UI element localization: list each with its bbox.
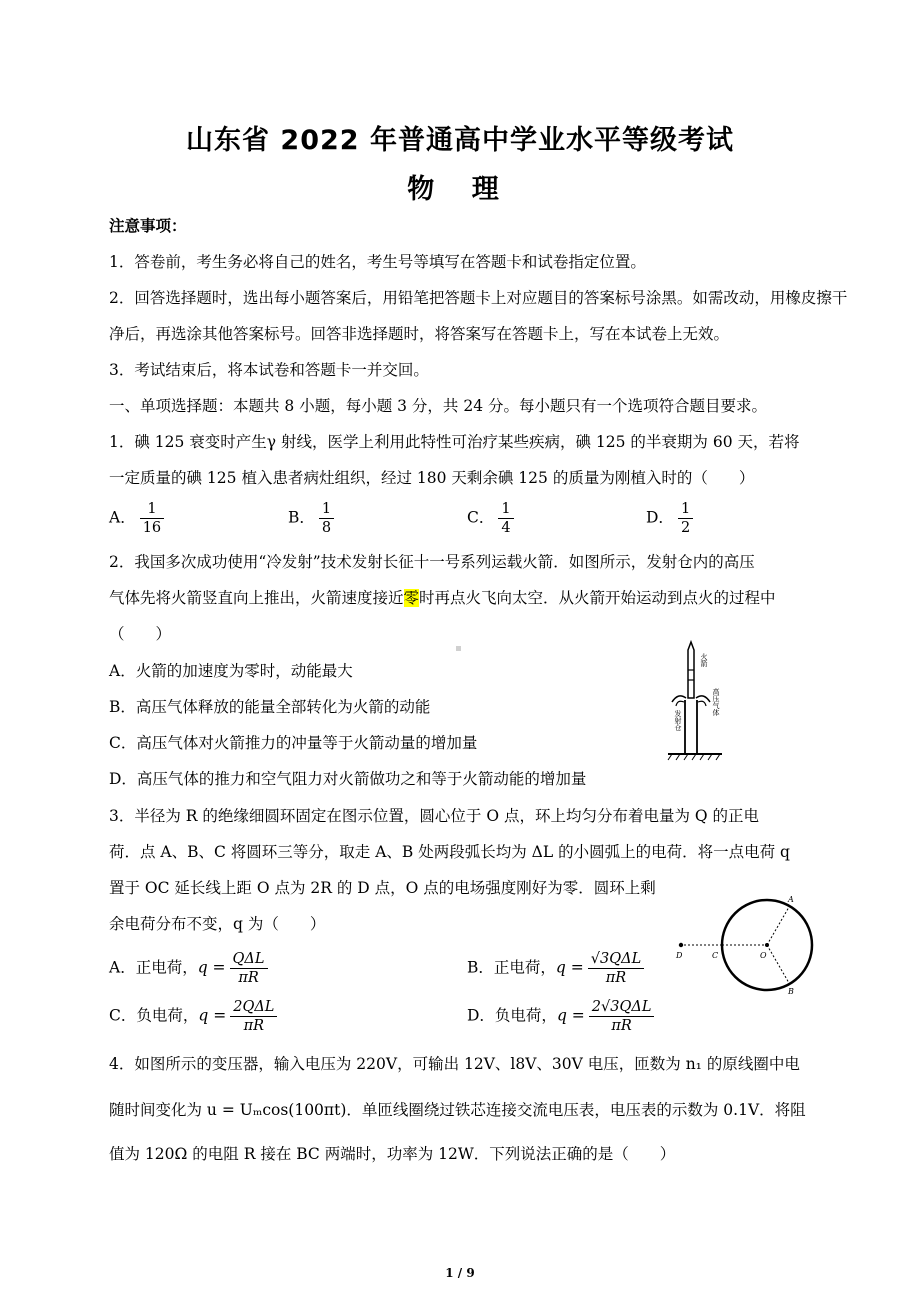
q3-option-b: B．正电荷，q = $\frac{\text{√3QΔL}}{\pi R}$	[467, 950, 644, 987]
q1-option-b: B． $\frac{1}{8}$	[288, 500, 334, 537]
q3-line-2: 荷．点 A、B、C 将圆环三等分，取走 A、B 处两段弧长均为 ΔL 的小圆弧上的电荷．将一点电荷 q	[109, 843, 790, 861]
q4-line-2: 随时间变化为 u = Uₘcos(100πt)．单匝线圈绕过铁芯连接交流电压表，电压表的示数为 0.1V．将阻	[109, 1101, 806, 1119]
notice-item-1: 1．答卷前，考生务必将自己的姓名，考生号等填写在答题卡和试卷指定位置。	[109, 253, 646, 271]
highlighted-text: 零	[403, 589, 420, 607]
subject-title: 物 理	[407, 174, 513, 205]
q3-option-c: C．负电荷，q = $\frac{\text{2QΔL}}{\pi R}$	[109, 998, 277, 1035]
q3-option-d: D．负电荷，q = $\frac{\text{2√3QΔL}}{\pi R}$	[467, 998, 654, 1035]
notice-item-3: 3．考试结束后，将本试卷和答题卡一并交回。	[109, 361, 429, 379]
point-a-label: A	[788, 895, 794, 904]
q3-line-3: 置于 OC 延长线上距 O 点为 2R 的 D 点，O 点的电场强度刚好为零．圆环上剩	[109, 879, 656, 897]
q3-option-a: A．正电荷，q = $\frac{\text{QΔL}}{\pi R}$	[109, 950, 268, 987]
exam-title: 山东省 2022 年普通高中学业水平等级考试	[186, 125, 734, 156]
notice-item-2a: 2．回答选择题时，选出每小题答案后，用铅笔把答题卡上对应题目的答案标号涂黑。如需改动，用橡皮擦干	[109, 289, 848, 307]
point-c-label: C	[712, 951, 719, 960]
q1-line-1: 1．碘 125 衰变时产生γ 射线，医学上利用此特性可治疗某些疾病，碘 125 的半衰期为 60 天，若将	[109, 433, 800, 451]
rocket-label: 火箭	[700, 653, 708, 667]
gas-label: 高压气体	[712, 688, 720, 716]
silo-label: 发射仓	[674, 710, 682, 731]
point-o-label: O	[760, 951, 767, 960]
stray-mark	[456, 646, 461, 651]
q2-option-b: B．高压气体释放的能量全部转化为火箭的动能	[109, 698, 431, 716]
notice-item-2b: 净后，再选涂其他答案标号。回答非选择题时，将答案写在答题卡上，写在本试卷上无效。	[109, 325, 730, 343]
q2-line-1: 2．我国多次成功使用“冷发射”技术发射长征十一号系列运载火箭．如图所示，发射仓内的高压	[109, 553, 755, 571]
q2-option-d: D．高压气体的推力和空气阻力对火箭做功之和等于火箭动能的增加量	[109, 770, 587, 788]
q1-line-2: 一定质量的碘 125 植入患者病灶组织，经过 180 天剩余碘 125 的质量为刚植入时的（ ）	[109, 469, 755, 487]
q2-line-3: （ ）	[109, 625, 172, 643]
q3-line-1: 3．半径为 R 的绝缘细圆环固定在图示位置，圆心位于 O 点，环上均匀分布着电量为 Q 的正电	[109, 807, 760, 825]
rocket-launch-figure	[664, 640, 754, 762]
q4-line-1: 4．如图所示的变压器，输入电压为 220V，可输出 12V、l8V、30V 电压，匝数为 n₁ 的原线圈中电	[109, 1055, 800, 1073]
q1-option-d: D． $\frac{1}{2}$	[646, 500, 693, 537]
ring-charge-figure	[672, 890, 822, 1000]
q1-option-c: C． $\frac{1}{4}$	[467, 500, 514, 537]
q2-option-a: A．火箭的加速度为零时，动能最大	[109, 662, 353, 680]
point-d-label: D	[676, 951, 683, 960]
section-heading: 一、单项选择题：本题共 8 小题，每小题 3 分，共 24 分。每小题只有一个选项符合题目要求。	[109, 397, 768, 415]
q1-option-a: A． $\frac{1}{16}$	[109, 500, 164, 537]
notice-heading: 注意事项：	[109, 217, 187, 235]
q2-option-c: C．高压气体对火箭推力的冲量等于火箭动量的增加量	[109, 734, 478, 752]
q4-line-3: 值为 120Ω 的电阻 R 接在 BC 两端时，功率为 12W．下列说法正确的是（ ）	[109, 1145, 676, 1163]
q3-line-4: 余电荷分布不变，q 为（ ）	[109, 915, 326, 933]
page-number: 1 / 9	[445, 1266, 475, 1280]
q2-line-2: 气体先将火箭竖直向上推出，火箭速度接近零时再点火飞向太空．从火箭开始运动到点火的过程中	[109, 589, 776, 607]
point-b-label: B	[788, 987, 794, 996]
